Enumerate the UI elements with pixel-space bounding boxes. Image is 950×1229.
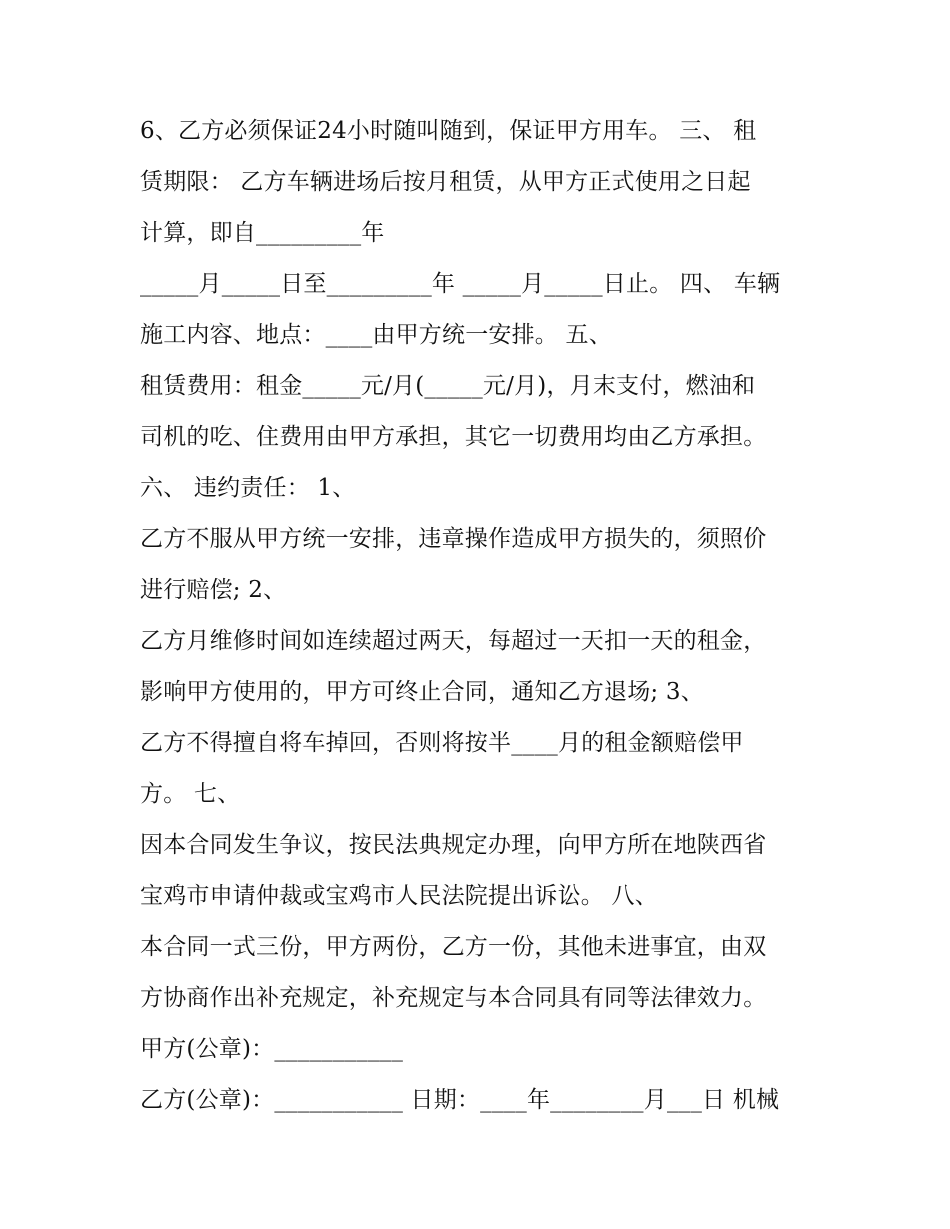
text-line-4: _____月_____日至_________年 _____月_____日止。 四、 车辆	[140, 271, 781, 297]
text-line-12: 影响甲方使用的，甲方可终止合同，通知乙方退场; 3、	[140, 679, 704, 705]
text-line-16: 宝鸡市申请仲裁或宝鸡市人民法院提出诉讼。 八、	[140, 883, 658, 909]
text-line-14: 方。 七、	[140, 781, 241, 807]
text-line-7: 司机的吃、住费用由甲方承担，其它一切费用均由乙方承担。	[140, 424, 767, 450]
text-line-10: 进行赔偿; 2、	[140, 577, 287, 603]
text-line-6: 租赁费用：租金_____元/月(_____元/月)，月末支付，燃油和	[140, 373, 756, 399]
text-line-18: 方协商作出补充规定，补充规定与本合同具有同等法律效力。	[140, 985, 767, 1011]
text-line-3: 计算，即自_________年	[140, 220, 385, 246]
text-line-17: 本合同一式三份，甲方两份，乙方一份，其他未进事宜，由双	[140, 934, 767, 960]
text-line-1: 6、乙方必须保证24小时随叫随到，保证甲方用车。 三、 租	[140, 118, 757, 144]
text-line-9: 乙方不服从甲方统一安排，违章操作造成甲方损失的，须照价	[140, 526, 767, 552]
text-line-8: 六、 违约责任： 1、	[140, 475, 356, 501]
document-body	[140, 106, 820, 1126]
signature-line-party-b: 乙方(公章)：___________ 日期：____年________月___日 机械	[140, 1087, 780, 1113]
text-line-5: 施工内容、地点：____由甲方统一安排。 五、	[140, 322, 612, 348]
text-line-15: 因本合同发生争议，按民法典规定办理，向甲方所在地陕西省	[140, 832, 767, 858]
text-line-11: 乙方月维修时间如连续超过两天，每超过一天扣一天的租金，	[140, 628, 767, 654]
text-line-13: 乙方不得擅自将车掉回，否则将按半____月的租金额赔偿甲	[140, 730, 744, 756]
text-line-2: 赁期限： 乙方车辆进场后按月租赁，从甲方正式使用之日起	[140, 169, 751, 195]
signature-line-party-a: 甲方(公章)：___________	[140, 1036, 404, 1062]
